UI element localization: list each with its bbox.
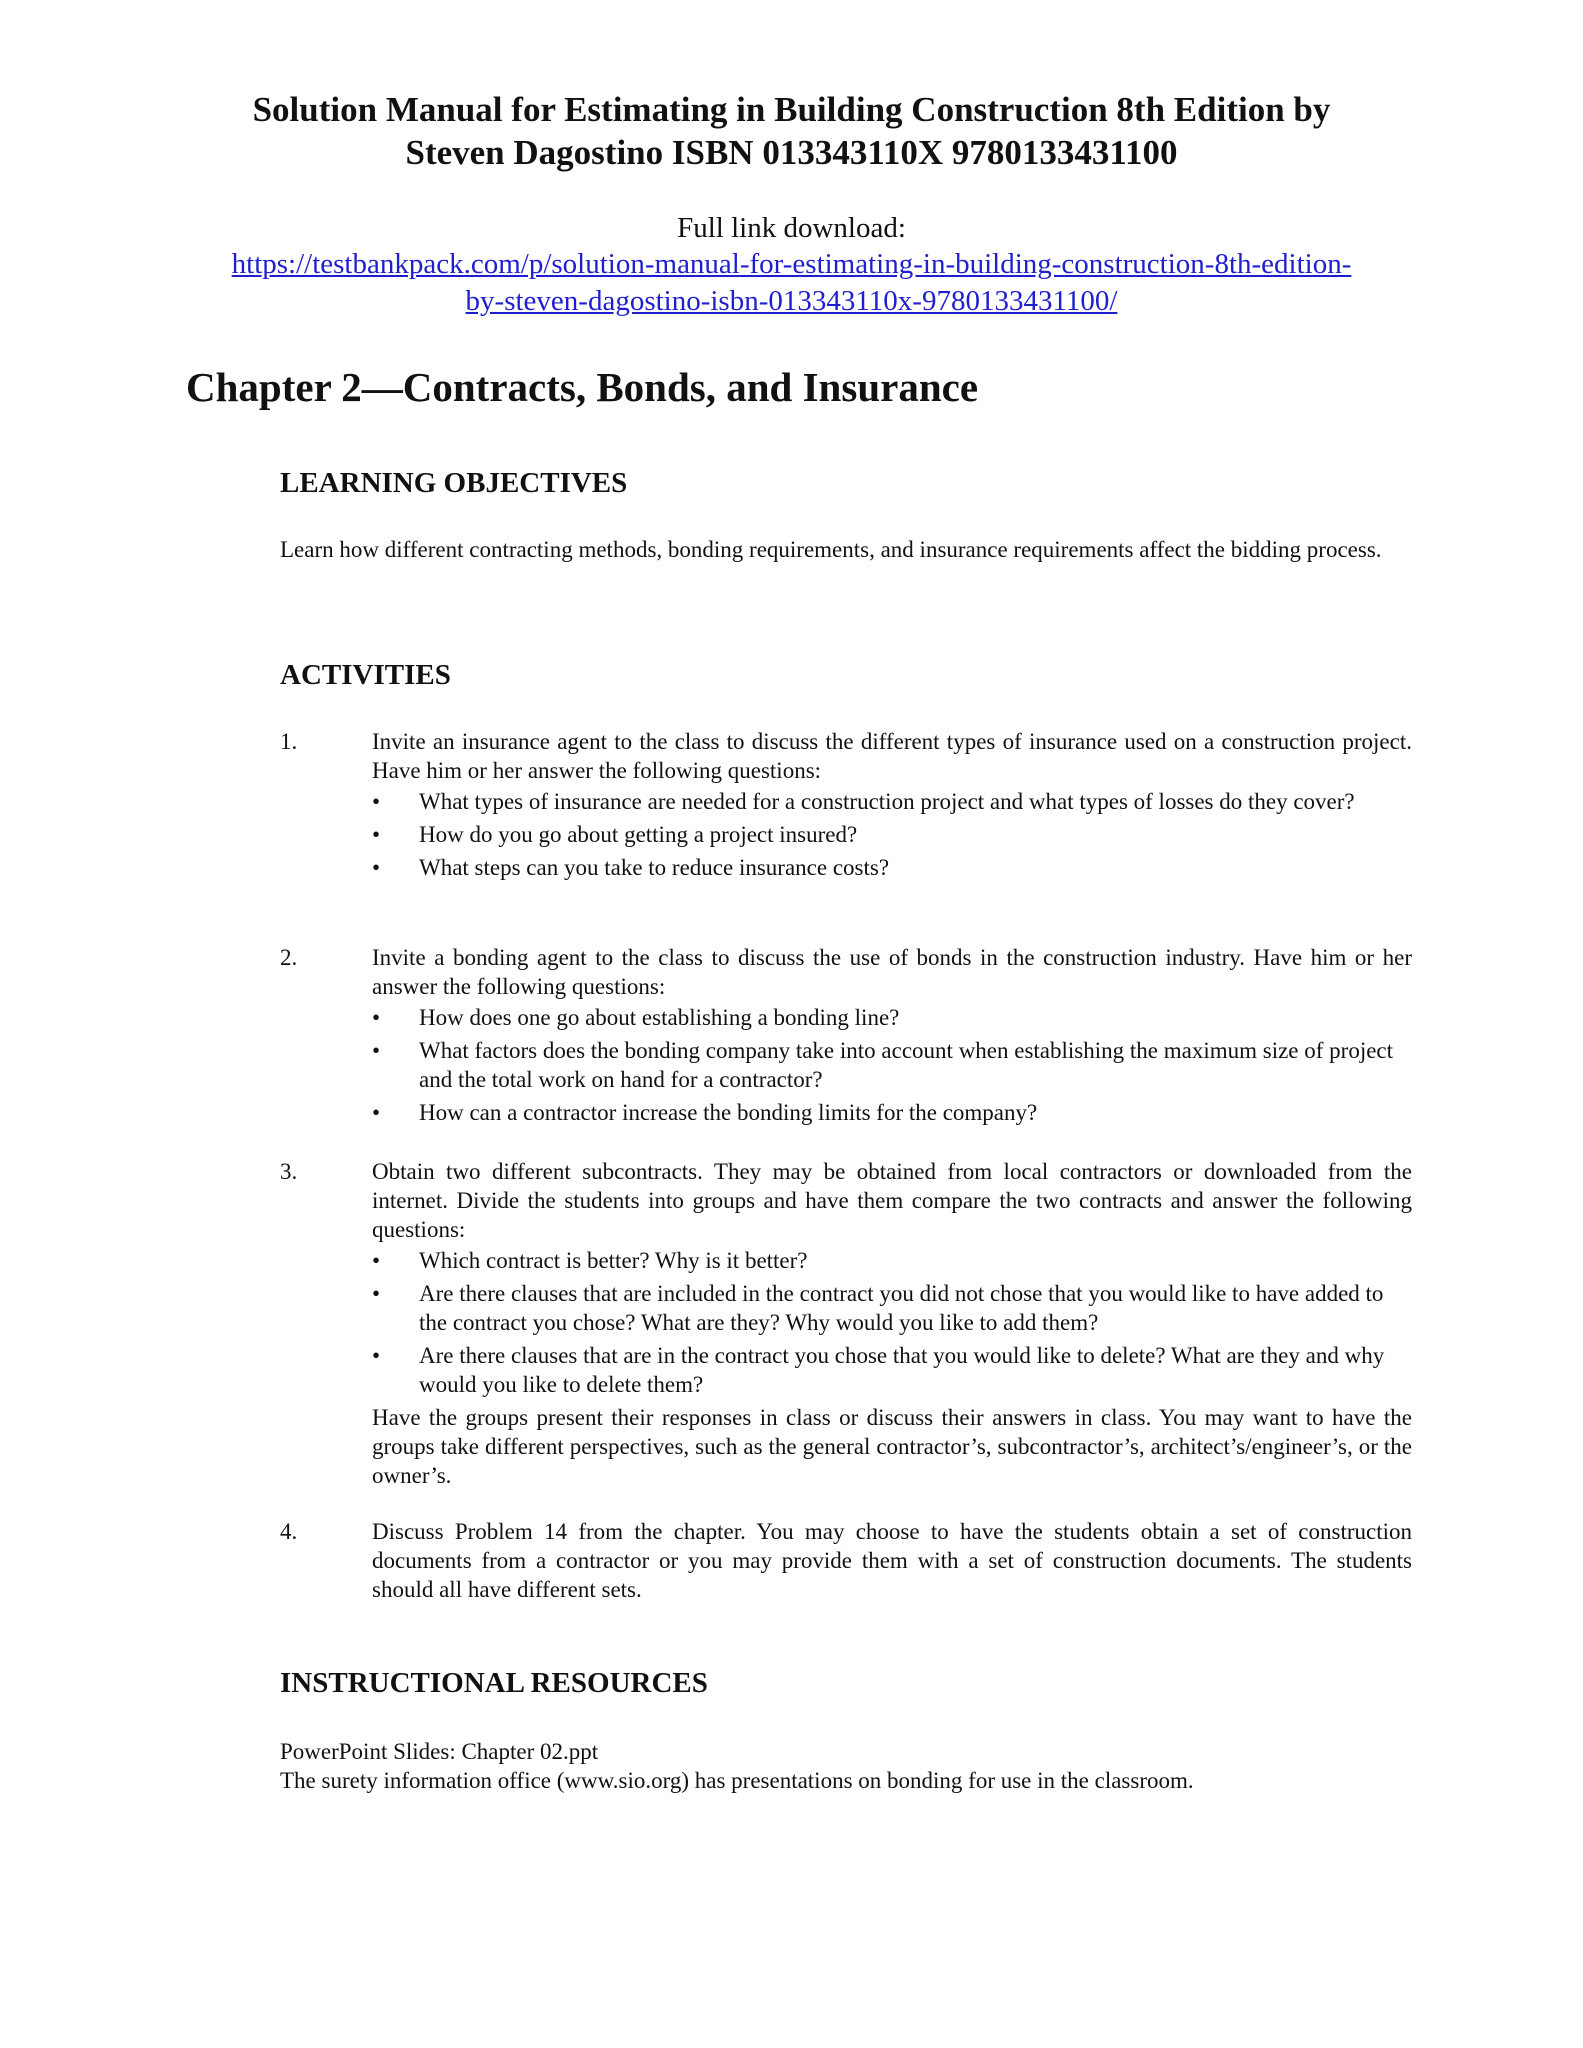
activity-question-list <box>372 1246 1412 1399</box>
download-link-line-2[interactable]: by-steven-dagostino-isbn-013343110x-9780133431100/ <box>465 285 1118 317</box>
list-item <box>372 1279 1412 1337</box>
question-text: What types of insurance are needed for a construction project and what types of losses do they cover? <box>419 789 1355 814</box>
question-text: Are there clauses that are included in the contract you did not chose that you would like to have added to the contract you chose? What are they? Why would you like to add them? <box>419 1281 1384 1335</box>
question-text: What steps can you take to reduce insurance costs? <box>419 855 890 880</box>
bullet-icon: • <box>372 789 381 814</box>
activity-number: 4. <box>280 1519 298 1544</box>
activity-intro: Invite a bonding agent to the class to discuss the use of bonds in the construction industry. Have him or her answer the following questions: <box>372 945 1412 999</box>
activity-number: 1. <box>280 729 298 754</box>
document-title-line-2: Steven Dagostino ISBN 013343110X 9780133431100 <box>405 133 1178 172</box>
activity-item-4 <box>280 1517 1412 1604</box>
question-text: What factors does the bonding company take into account when establishing the maximum size of project and the total work on hand for a contractor? <box>419 1038 1394 1092</box>
learning-objectives-text: Learn how different contracting methods, bonding requirements, and insurance requirements affect the bidding process. <box>280 537 1382 562</box>
list-item <box>372 1036 1412 1094</box>
list-item <box>372 1341 1412 1399</box>
bullet-icon: • <box>372 1343 381 1368</box>
list-item <box>372 1098 1412 1127</box>
document-title <box>180 88 1403 174</box>
activity-outro: Have the groups present their responses in class or discuss their answers in class. You may want to have the groups take different perspectives, such as the general contractor’s, subcontractor’s, architect’s/engineer’s, or the owner’s. <box>372 1405 1412 1488</box>
download-label: Full link download: <box>677 212 906 244</box>
bullet-icon: • <box>372 1005 381 1030</box>
activity-item-1 <box>280 727 1412 886</box>
bullet-icon: • <box>372 1100 381 1125</box>
bullet-icon: • <box>372 1038 381 1063</box>
question-text: How does one go about establishing a bonding line? <box>419 1005 900 1030</box>
activity-item-3 <box>280 1157 1412 1490</box>
resource-line-surety: The surety information office (www.sio.org) has presentations on bonding for use in the classroom. <box>280 1768 1194 1793</box>
learning-objectives-heading: LEARNING OBJECTIVES <box>280 467 628 499</box>
list-item <box>372 1246 1412 1275</box>
list-item <box>372 787 1412 816</box>
question-text: How do you go about getting a project insured? <box>419 822 858 847</box>
activities-heading: ACTIVITIES <box>280 659 451 691</box>
question-text: Which contract is better? Why is it better? <box>419 1248 808 1273</box>
download-link[interactable] <box>180 246 1403 320</box>
list-item <box>372 853 1412 882</box>
document-title-line-1: Solution Manual for Estimating in Building Construction 8th Edition by <box>252 90 1331 129</box>
activity-item-2 <box>280 943 1412 1131</box>
activity-intro: Obtain two different subcontracts. They may be obtained from local contractors or downloaded from the internet. Divide the students into groups and have them compare the two contracts and answer the following questions: <box>372 1159 1412 1242</box>
activity-number: 2. <box>280 945 298 970</box>
question-text: Are there clauses that are in the contract you chose that you would like to delete? What are they and why would you like to delete them? <box>419 1343 1385 1397</box>
bullet-icon: • <box>372 1248 381 1273</box>
download-link-line-1[interactable]: https://testbankpack.com/p/solution-manual-for-estimating-in-building-construction-8th-edition- <box>231 248 1352 280</box>
question-text: How can a contractor increase the bonding limits for the company? <box>419 1100 1038 1125</box>
list-item <box>372 820 1412 849</box>
activity-intro: Discuss Problem 14 from the chapter. You may choose to have the students obtain a set of construction documents from a contractor or you may provide them with a set of construction documents. The students should all have different sets. <box>372 1519 1412 1602</box>
chapter-title: Chapter 2—Contracts, Bonds, and Insurance <box>186 364 979 410</box>
list-item <box>372 1003 1412 1032</box>
bullet-icon: • <box>372 822 381 847</box>
activity-number: 3. <box>280 1159 298 1184</box>
activity-intro: Invite an insurance agent to the class to discuss the different types of insurance used on a construction project. Have him or her answer the following questions: <box>372 729 1412 783</box>
bullet-icon: • <box>372 855 381 880</box>
bullet-icon: • <box>372 1281 381 1306</box>
resource-line-powerpoint: PowerPoint Slides: Chapter 02.ppt <box>280 1739 599 1764</box>
activity-question-list <box>372 1003 1412 1127</box>
activity-question-list <box>372 787 1412 882</box>
instructional-resources-heading: INSTRUCTIONAL RESOURCES <box>280 1667 708 1699</box>
